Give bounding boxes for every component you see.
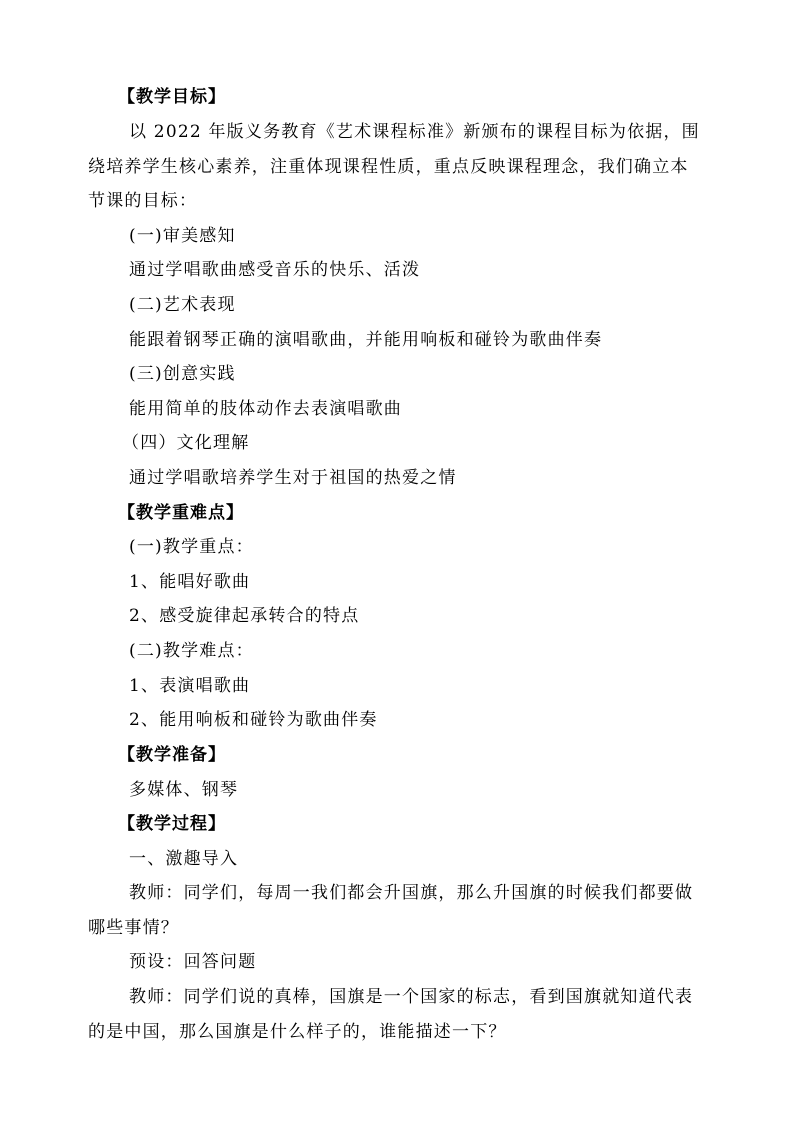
teacher-2-line-2: 的是中国，那么国旗是什么样子的，谁能描述一下？ xyxy=(88,1022,507,1042)
key-points-title: (一)教学重点： xyxy=(129,537,254,557)
teacher-1-line-2: 哪些事情？ xyxy=(88,918,179,938)
goal-paragraph-line-1: 以 2022 年版义务教育《艺术课程标准》新颁布的课程目标为依据，围 xyxy=(129,122,700,142)
process-step-1: 一、激趣导入 xyxy=(129,849,239,869)
difficult-point-2: 2、能用响板和碰铃为歌曲伴奏 xyxy=(129,710,378,730)
key-point-2: 2、感受旋律起承转合的特点 xyxy=(129,606,360,626)
goal-4-text: 通过学唱歌培养学生对于祖国的热爱之情 xyxy=(129,468,457,488)
preset-answer: 预设：回答问题 xyxy=(129,952,257,972)
difficult-points-title: (二)教学难点： xyxy=(129,641,254,661)
teaching-goal-heading: 【教学目标】 xyxy=(118,87,226,107)
key-point-1: 1、能唱好歌曲 xyxy=(129,572,251,592)
goal-2-text: 能跟着钢琴正确的演唱歌曲，并能用响板和碰铃为歌曲伴奏 xyxy=(129,330,603,350)
goal-paragraph-line-2: 绕培养学生核心素养，注重体现课程性质，重点反映课程理念，我们确立本 xyxy=(88,157,689,177)
teacher-1-line-1: 教师：同学们，每周一我们都会升国旗，那么升国旗的时候我们都要做 xyxy=(129,883,694,903)
difficult-point-1: 1、表演唱歌曲 xyxy=(129,676,251,696)
process-heading: 【教学过程】 xyxy=(118,814,226,834)
goal-3-text: 能用简单的肢体动作去表演唱歌曲 xyxy=(129,399,402,419)
preparation-text: 多媒体、钢琴 xyxy=(129,780,239,800)
key-difficult-heading: 【教学重难点】 xyxy=(118,503,244,523)
goal-4-title: （四）文化理解 xyxy=(122,433,250,453)
goal-1-title: (一)审美感知 xyxy=(129,226,236,246)
goal-3-title: (三)创意实践 xyxy=(129,364,236,384)
teacher-2-line-1: 教师：同学们说的真棒，国旗是一个国家的标志，看到国旗就知道代表 xyxy=(129,987,694,1007)
preparation-heading: 【教学准备】 xyxy=(118,745,226,765)
goal-1-text: 通过学唱歌曲感受音乐的快乐、活泼 xyxy=(129,260,421,280)
goal-paragraph-line-3: 节课的目标： xyxy=(88,191,198,211)
goal-2-title: (二)艺术表现 xyxy=(129,295,236,315)
